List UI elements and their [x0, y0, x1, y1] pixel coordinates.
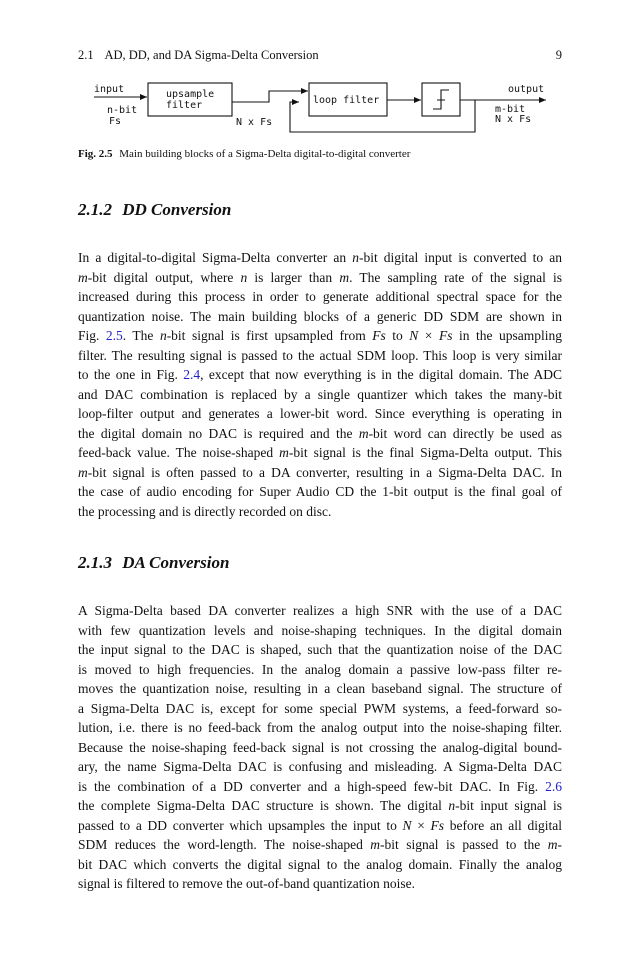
figure-caption [78, 148, 562, 160]
text-line: moves the quantization noise, resulting in a clean baseband signal. The structure of [78, 681, 562, 696]
fig-label-n-bit: n-bit [107, 105, 138, 116]
text-line: m-bit digital output, where n is larger than m. The sampling rate of the signal is [78, 269, 562, 285]
text-line: lution, i.e. there is no feed-back from the analog output into the noise-shaping filter. [78, 720, 562, 735]
section-title: DA Conversion [122, 553, 230, 572]
figure-reference-link[interactable]: 2.5 [105, 328, 123, 343]
running-head-section-number: 2.1 [78, 48, 94, 62]
figure-block-diagram [78, 76, 562, 142]
section-title: DD Conversion [122, 200, 232, 219]
text-line: bit DAC which converts the digital signal to the analog domain. Finally the analog [78, 856, 562, 872]
text-line: In a digital-to-digital Sigma-Delta converter an n-bit digital input is converted to an [78, 250, 562, 265]
fig-label-filter: filter [166, 100, 203, 111]
math-variable: m [370, 837, 381, 852]
text-line: the case of audio encoding for Super Audio CD the 1-bit output is the final goal of [78, 484, 562, 499]
fig-label-fs: Fs [109, 116, 122, 127]
math-variable: m [78, 464, 88, 480]
math-variable: N [409, 328, 419, 343]
section-number: 2.1.3 [78, 553, 112, 572]
figure-reference-link[interactable]: 2.4 [183, 367, 201, 382]
figure-caption-label: Fig. 2.5 [78, 148, 113, 160]
math-variable: Fs [438, 328, 453, 343]
text-line: Because the noise-shaping feed-back signal is not crossing the analog-digital bound- [78, 739, 562, 755]
fig-label-output: output [508, 84, 545, 95]
fig-label-upsample: upsample [166, 89, 215, 100]
text-line: ary, the name Sigma-Delta DAC is confusing and misleading. A Sigma-Delta DAC [78, 759, 562, 774]
math-variable: n [352, 250, 359, 265]
math-variable: m [547, 837, 558, 852]
fig-label-input: input [94, 84, 125, 95]
paragraph-da-conversion [78, 601, 562, 894]
math-variable: m [358, 425, 369, 441]
text-line: m-bit signal is often passed to a DA converter, resulting in a Sigma-Delta DAC. In [78, 464, 562, 480]
math-variable: Fs [430, 817, 445, 833]
block-diagram-svg [78, 76, 562, 142]
text-line: quantization noise. The main building blocks of a generic DD SDM are shown in [78, 308, 562, 324]
figure-caption-text: Main building blocks of a Sigma-Delta digital-to-digital converter [119, 148, 411, 160]
text-line: the processing and is directly recorded on disc. [78, 503, 332, 519]
figure-reference-link[interactable]: 2.6 [545, 778, 562, 794]
fig-label-loop-filter: loop filter [313, 95, 380, 106]
math-variable: n [159, 328, 167, 343]
text-line: filter. The resulting signal is passed to the actual SDM loop. This loop is very similar [78, 347, 562, 363]
paragraph-dd-conversion [78, 248, 562, 521]
text-line: Fig. 2.5. The n-bit signal is first upsampled from Fs to N × Fs in the upsampling [78, 328, 562, 343]
section-number: 2.1.2 [78, 200, 112, 219]
text-line: the complete Sigma-Delta DAC structure is shown. The digital n-bit input signal is [78, 798, 562, 813]
text-line: the input signal to the DAC is shaped, such that the quantization noise of the DAC [78, 642, 562, 657]
text-line: with few quantization levels and noise-shaping techniques. In the digital domain [78, 622, 562, 638]
text-line: A Sigma-Delta based DA converter realizes a high SNR with the use of a DAC [78, 603, 562, 618]
arrow-to-loop-filter [232, 91, 308, 102]
running-head [78, 48, 562, 64]
running-head-section-title: AD, DD, and DA Sigma-Delta Conversion [104, 48, 319, 62]
fig-label-n-x-fs-mid: N x Fs [236, 117, 273, 128]
text-line: is the combination of a DD converter and a high-speed few-bit DAC. In Fig. 2.6 [78, 778, 562, 794]
fig-label-m-bit: m-bit [495, 104, 526, 115]
fig-label-n-x-fs-out: N x Fs [495, 114, 532, 125]
math-variable: m [78, 269, 88, 285]
section-heading-da-conversion [78, 553, 562, 573]
text-line: signal is filtered to remove the out-of-band quantization noise. [78, 876, 416, 891]
section-heading-dd-conversion [78, 200, 562, 220]
math-variable: m [279, 445, 289, 460]
page-number: 9 [555, 48, 562, 62]
math-variable: m [339, 269, 350, 285]
text-line: increased during this process in order to generate additional spectral space for the [78, 289, 562, 304]
math-variable: n [240, 269, 248, 285]
math-variable: Fs [372, 328, 386, 343]
text-line: passed to a DD converter which upsamples the input to N × Fs before an all digital [78, 817, 562, 833]
math-variable: N [402, 817, 412, 833]
text-line: to the one in Fig. 2.4, except that now everything is in the digital domain. The ADC [78, 367, 562, 382]
text-line: and DAC combination is replaced by a single quantizer which takes the many-bit [78, 386, 562, 402]
text-line: loop-filter output and generates a lower-bit word. Since everything is operating in [78, 406, 562, 421]
text-line: is moved to high frequencies. In the analog domain a passive low-pass filter re- [78, 661, 562, 677]
math-variable: n [448, 798, 456, 813]
text-line: SDM reduces the word-length. The noise-shaped m-bit signal is passed to the m- [78, 837, 562, 852]
text-line: the digital domain no DAC is required and the m-bit word can directly be used as [78, 425, 562, 441]
text-line: feed-back value. The noise-shaped m-bit signal is the final Sigma-Delta output. This [78, 445, 562, 460]
text-line: a Sigma-Delta DAC is, except for some special PWM systems, a feed-forward so- [78, 700, 562, 716]
